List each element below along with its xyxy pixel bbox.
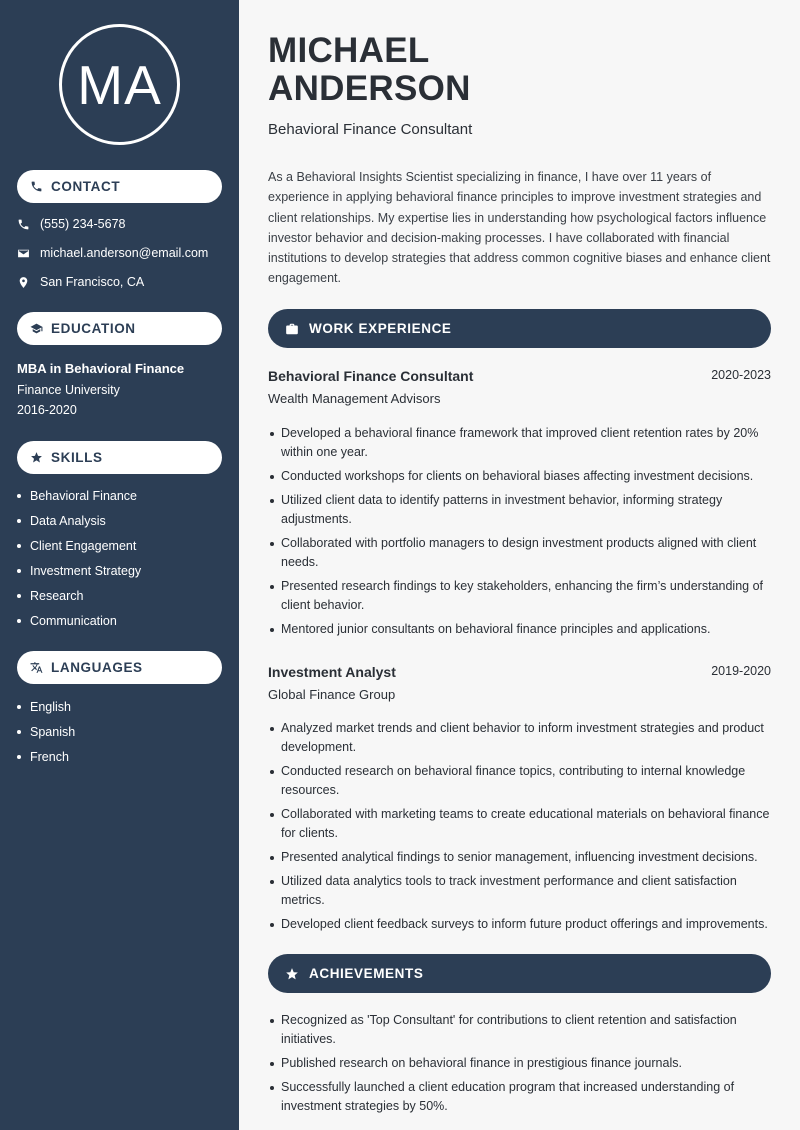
skills-list bbox=[17, 483, 141, 633]
skills-heading: SKILLS bbox=[17, 441, 222, 474]
phone-icon bbox=[17, 218, 30, 231]
achievement-item: Successfully launched a client education program that increased understanding of investment strategies by 50%. bbox=[268, 1078, 771, 1116]
job-bullet: Developed a behavioral finance framework that improved client retention rates by 20% within one year. bbox=[268, 424, 771, 462]
skill-item: Data Analysis bbox=[17, 508, 141, 533]
sidebar bbox=[0, 0, 239, 1130]
language-item: French bbox=[17, 744, 75, 769]
job-bullet: Presented analytical findings to senior management, influencing investment decisions. bbox=[268, 848, 771, 867]
briefcase-icon bbox=[285, 322, 299, 336]
job-bullet: Utilized data analytics tools to track investment performance and client satisfaction metrics. bbox=[268, 872, 771, 910]
job-1-bullets bbox=[268, 424, 771, 644]
job-bullet: Mentored junior consultants on behavioral finance principles and applications. bbox=[268, 620, 771, 639]
candidate-name: MICHAEL ANDERSON bbox=[268, 31, 471, 108]
skill-item: Communication bbox=[17, 608, 141, 633]
language-item: Spanish bbox=[17, 719, 75, 744]
skill-item: Research bbox=[17, 583, 141, 608]
email-icon bbox=[17, 247, 30, 260]
job-bullet: Collaborated with portfolio managers to design investment products aligned with client needs. bbox=[268, 534, 771, 572]
graduation-cap-icon bbox=[30, 322, 43, 335]
contact-location bbox=[17, 275, 144, 289]
job-bullet: Conducted workshops for clients on behavioral biases affecting investment decisions. bbox=[268, 467, 771, 486]
contact-email[interactable] bbox=[17, 246, 208, 260]
star-icon bbox=[285, 967, 299, 981]
phone-icon bbox=[30, 180, 43, 193]
achievements-heading: ACHIEVEMENTS bbox=[268, 954, 771, 993]
education-heading: EDUCATION bbox=[17, 312, 222, 345]
skill-item: Behavioral Finance bbox=[17, 483, 141, 508]
languages-heading: LANGUAGES bbox=[17, 651, 222, 684]
job-2-company: Global Finance Group bbox=[268, 687, 396, 702]
job-1-dates: 2020-2023 bbox=[711, 368, 771, 382]
achievement-item: Recognized as 'Top Consultant' for contributions to client retention and satisfaction initiatives. bbox=[268, 1011, 771, 1049]
location-pin-icon bbox=[17, 276, 30, 289]
job-bullet: Presented research findings to key stakeholders, enhancing the firm’s understanding of client behavior. bbox=[268, 577, 771, 615]
education-degree: MBA in Behavioral Finance bbox=[17, 361, 185, 376]
location-text: San Francisco, CA bbox=[40, 275, 145, 289]
job-2-bullets bbox=[268, 719, 771, 939]
job-bullet: Utilized client data to identify patterns in investment behavior, informing strategy adjustments. bbox=[268, 491, 771, 529]
job-bullet: Conducted research on behavioral finance topics, contributing to internal knowledge resources. bbox=[268, 762, 771, 800]
job-2-title: Investment Analyst bbox=[268, 664, 396, 680]
achievement-item: Published research on behavioral finance in prestigious finance journals. bbox=[268, 1054, 771, 1073]
job-bullet: Analyzed market trends and client behavior to inform investment strategies and product development. bbox=[268, 719, 771, 757]
job-2-dates: 2019-2020 bbox=[711, 664, 771, 678]
candidate-role: Behavioral Finance Consultant bbox=[268, 121, 473, 138]
translate-icon bbox=[30, 661, 43, 674]
contact-heading: CONTACT bbox=[17, 170, 222, 203]
education-school: Finance University bbox=[17, 383, 120, 397]
profile-summary: As a Behavioral Insights Scientist specializing in finance, I have over 11 years of experience in applying behavioral finance principles to improve investment strategies and client relationships. My expertise lies in understanding how psychological factors influence investor behavior and decision-making processes. I have collaborated with financial institutions to develop strategies that address common cognitive biases and enhance client engagement. bbox=[268, 170, 771, 286]
skill-item: Investment Strategy bbox=[17, 558, 141, 583]
job-1-title: Behavioral Finance Consultant bbox=[268, 368, 474, 384]
email-text: michael.anderson@email.com bbox=[40, 246, 209, 260]
languages-list bbox=[17, 694, 75, 769]
phone-text: (555) 234-5678 bbox=[40, 217, 126, 231]
education-years: 2016-2020 bbox=[17, 403, 77, 417]
job-bullet: Developed client feedback surveys to inform future product offerings and improvements. bbox=[268, 915, 771, 934]
initials: MA bbox=[77, 53, 162, 116]
achievements-list bbox=[268, 1011, 771, 1121]
monogram-avatar bbox=[59, 24, 180, 145]
job-1-company: Wealth Management Advisors bbox=[268, 391, 441, 406]
work-experience-heading: WORK EXPERIENCE bbox=[268, 309, 771, 348]
language-item: English bbox=[17, 694, 75, 719]
contact-phone[interactable] bbox=[17, 217, 125, 231]
job-bullet: Collaborated with marketing teams to create educational materials on behavioral finance for clients. bbox=[268, 805, 771, 843]
skill-item: Client Engagement bbox=[17, 533, 141, 558]
star-icon bbox=[30, 451, 43, 464]
